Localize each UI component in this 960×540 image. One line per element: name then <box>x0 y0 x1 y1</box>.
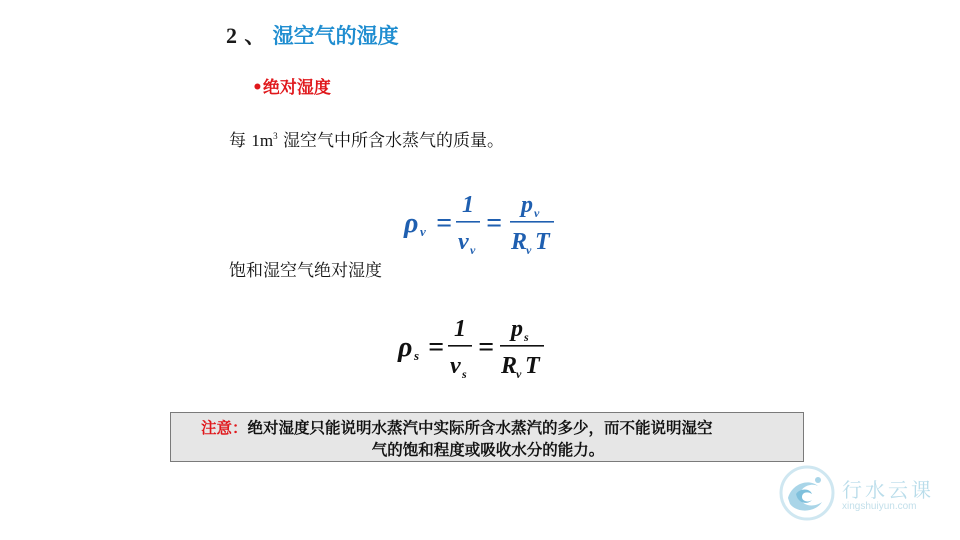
note-label: 注意： <box>201 419 248 437</box>
formula2-eq2: = <box>478 332 494 363</box>
formula1-frac2-den-R-sub: v <box>526 243 532 257</box>
note-text-1: 绝对湿度只能说明水蒸汽中实际所含水蒸汽的多少，而不能说明湿空 <box>247 419 713 437</box>
note-line-1 <box>201 417 795 439</box>
formula2-frac2-den-R-sub: v <box>516 367 522 381</box>
formula-saturated-humidity <box>394 312 564 391</box>
formula-absolute-humidity <box>400 188 570 267</box>
formula1-frac1-bar <box>456 221 480 223</box>
formula2-frac2-bar <box>500 345 544 347</box>
formula2-rho: ρ <box>398 332 413 363</box>
formula1-eq2: = <box>486 208 502 239</box>
subheading-absolute-humidity: •绝对湿度 <box>252 78 331 98</box>
formula1-frac1-den: v <box>458 229 469 255</box>
formula1-frac2-num-sub: v <box>534 206 540 220</box>
logo-name: 行水云课 <box>842 478 934 502</box>
definition-unit: $1m^3$ <box>251 131 278 150</box>
formula2-frac2-num-sub: s <box>524 330 529 344</box>
formula1-frac2-den-T: T <box>535 229 550 255</box>
brand-logo <box>778 464 948 524</box>
note-line-2: 气的饱和程度或吸收水分的能力。 <box>371 441 605 459</box>
formula1-frac1-den-sub: v <box>470 243 476 257</box>
saturated-humidity-text: 饱和湿空气绝对湿度 <box>229 261 382 281</box>
formula2-frac2-den-T: T <box>525 353 540 379</box>
formula1-rho: ρ <box>404 208 419 239</box>
wave-logo-icon <box>778 464 836 522</box>
unit-exponent: 3 <box>273 131 278 141</box>
definition-suffix: 湿空气中所含水蒸气的质量。 <box>283 131 505 151</box>
section-number: 2 <box>226 23 237 48</box>
formula1-eq1: = <box>436 208 452 239</box>
formula1-rho-sub: v <box>420 224 426 239</box>
section-separator: 、 <box>244 24 266 48</box>
note-box <box>170 412 804 462</box>
definition-text <box>229 126 504 151</box>
section-title: 湿空气的湿度 <box>272 24 399 48</box>
formula1-frac2-num: p <box>521 192 533 218</box>
logo-url: xingshuiyun.com <box>842 501 917 512</box>
section-heading <box>226 20 399 50</box>
formula2-frac1-num: 1 <box>454 316 466 342</box>
formula2-frac2-den-R: R <box>501 353 518 379</box>
formula2-frac1-den: v <box>450 353 461 379</box>
formula2-frac2-num: p <box>511 316 523 342</box>
formula1-frac2-den-R: R <box>511 229 528 255</box>
formula2-frac1-den-sub: s <box>462 367 467 381</box>
formula2-rho-sub: s <box>414 348 420 363</box>
definition-prefix: 每 <box>229 131 246 151</box>
formula2-frac1-bar <box>448 345 472 347</box>
formula1-frac1-num: 1 <box>462 192 474 218</box>
formula2-eq1: = <box>428 332 444 363</box>
formula1-frac2-bar <box>510 221 554 223</box>
